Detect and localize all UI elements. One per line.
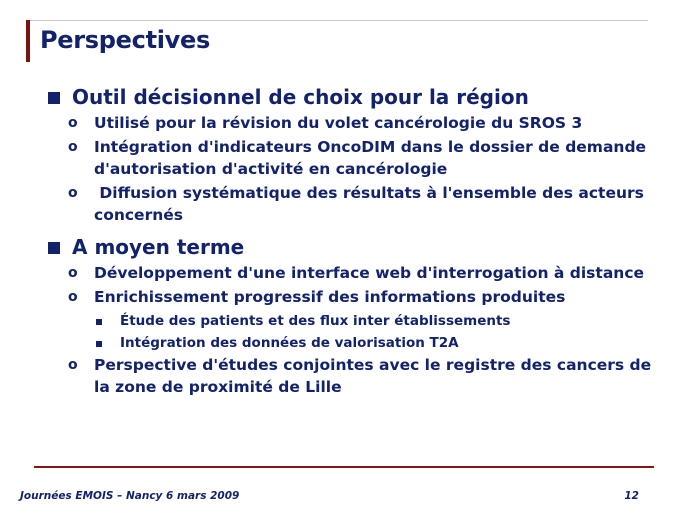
circle-bullet-icon: o [68,115,78,131]
section-heading [46,84,656,110]
section-heading-text: A moyen terme [72,235,245,259]
circle-bullet-icon: o [68,357,78,373]
sub-list-item [46,310,656,332]
list-item [46,112,656,134]
list-item [46,136,656,180]
list-item-text: Perspective d'études conjointes avec le registre des cancers de la zone de proximité de Lille [94,356,652,396]
small-square-bullet-icon [96,341,102,347]
circle-bullet-icon: o [68,289,78,305]
list-item [46,262,656,284]
circle-bullet-icon: o [68,139,78,155]
top-rule [26,20,648,21]
list-item-text: Développement d'une interface web d'interrogation à distance [94,264,645,282]
footer-event-label: Journées EMOIS – Nancy 6 mars 2009 [20,490,240,502]
circle-bullet-icon: o [68,185,78,201]
square-bullet-icon [48,92,60,104]
list-item-text: Diffusion systématique des résultats à l'ensemble des acteurs concernés [94,184,650,224]
title-accent-bar [26,20,30,62]
slide-title: Perspectives [40,26,210,54]
list-item-text: Intégration d'indicateurs OncoDIM dans le dossier de demande d'autorisation d'activité en cancérologie [94,138,647,178]
sub-list-item [46,332,656,354]
circle-bullet-icon: o [68,265,78,281]
list-item-text: Utilisé pour la révision du volet cancérologie du SROS 3 [94,114,583,132]
list-item [46,286,656,308]
small-square-bullet-icon [96,319,102,325]
footer-rule [34,466,654,468]
square-bullet-icon [48,242,60,254]
slide-content [46,84,656,400]
sub-list-item-text: Intégration des données de valorisation T2A [120,335,459,351]
section-heading [46,234,656,260]
page-number: 12 [624,490,639,502]
list-item [46,354,656,398]
list-item [46,182,656,226]
sub-list-item-text: Étude des patients et des flux inter établissements [120,313,511,329]
section-heading-text: Outil décisionnel de choix pour la région [72,85,529,109]
list-item-text: Enrichissement progressif des informations produites [94,288,566,306]
